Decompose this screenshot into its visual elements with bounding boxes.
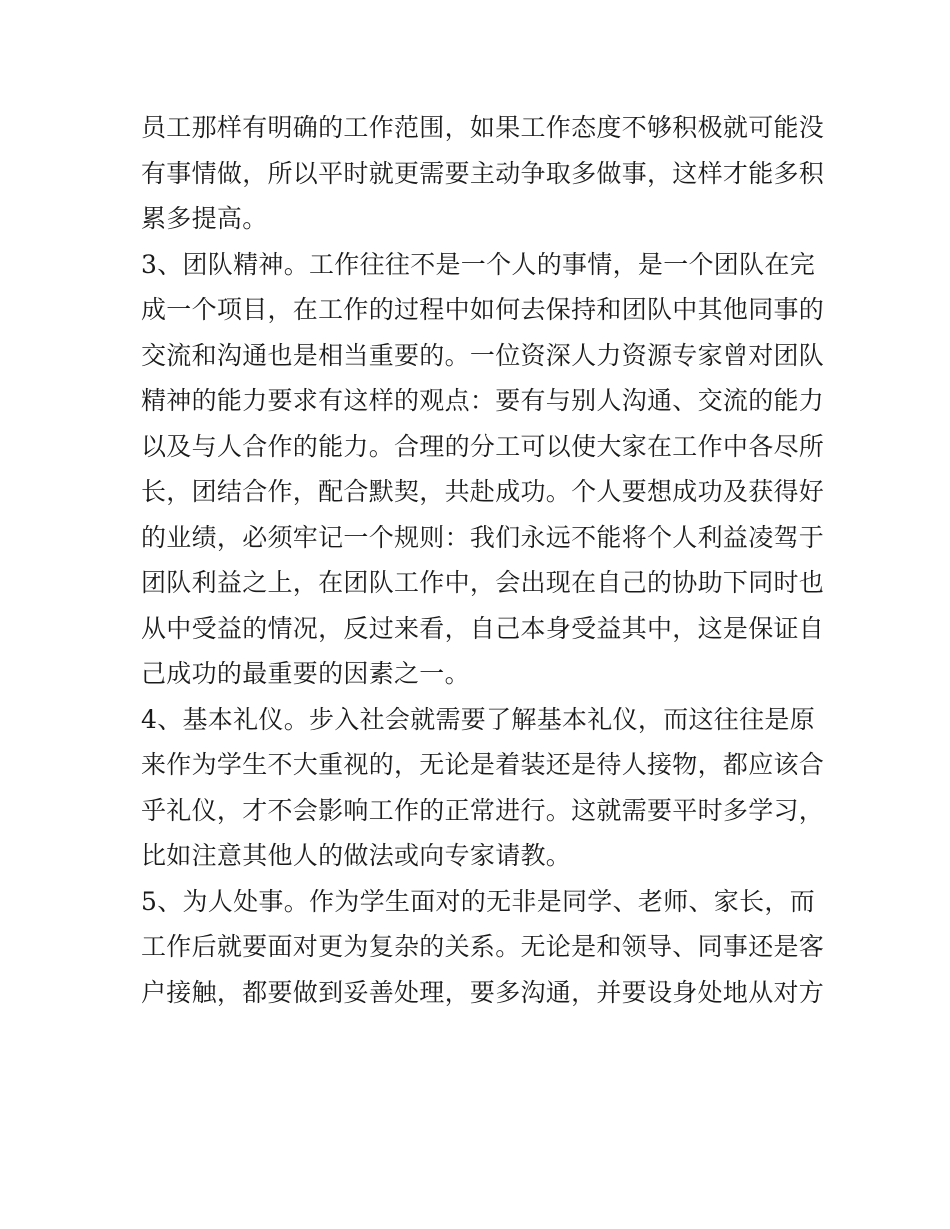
text-line: 5、为人处事。作为学生面对的无非是同学、老师、家长，而 — [141, 886, 816, 916]
text-line: 己成功的最重要的因素之一。 — [141, 659, 470, 688]
text-line: 户接触，都要做到妥善处理，要多沟通，并要设身处地从对方 — [141, 977, 825, 1007]
text-line: 4、基本礼仪。步入社会就需要了解基本礼仪，而这往往是原 — [141, 704, 816, 734]
text-line: 3、团队精神。工作往往不是一个人的事情，是一个团队在完 — [141, 249, 816, 279]
text-line: 来作为学生不大重视的，无论是着装还是待人接物，都应该合 — [141, 750, 825, 779]
text-line: 有事情做，所以平时就更需要主动争取多做事，这样才能多积 — [141, 158, 825, 188]
text-line: 比如注意其他人的做法或向专家请教。 — [141, 841, 572, 870]
text-line: 交流和沟通也是相当重要的。一位资深人力资源专家曾对团队 — [141, 340, 825, 370]
text-line: 长，团结合作，配合默契，共赴成功。个人要想成功及获得好 — [141, 477, 825, 506]
document-body — [141, 105, 825, 1015]
text-line: 以及与人合作的能力。合理的分工可以使大家在工作中各尽所 — [141, 431, 825, 461]
text-line: 团队利益之上，在团队工作中，会出现在自己的协助下同时也 — [141, 568, 825, 597]
text-line: 的业绩，必须牢记一个规则：我们永远不能将个人利益凌驾于 — [141, 522, 825, 552]
text-line: 员工那样有明确的工作范围，如果工作态度不够积极就可能没 — [141, 113, 825, 142]
text-line: 成一个项目，在工作的过程中如何去保持和团队中其他同事的 — [141, 295, 825, 324]
text-line: 工作后就要面对更为复杂的关系。无论是和领导、同事还是客 — [141, 932, 825, 961]
text-line: 精神的能力要求有这样的观点：要有与别人沟通、交流的能力 — [141, 386, 825, 415]
text-line: 从中受益的情况，反过来看，自己本身受益其中，这是保证自 — [141, 613, 825, 643]
text-line: 累多提高。 — [141, 204, 268, 233]
text-line: 乎礼仪，才不会影响工作的正常进行。这就需要平时多学习， — [141, 795, 825, 825]
